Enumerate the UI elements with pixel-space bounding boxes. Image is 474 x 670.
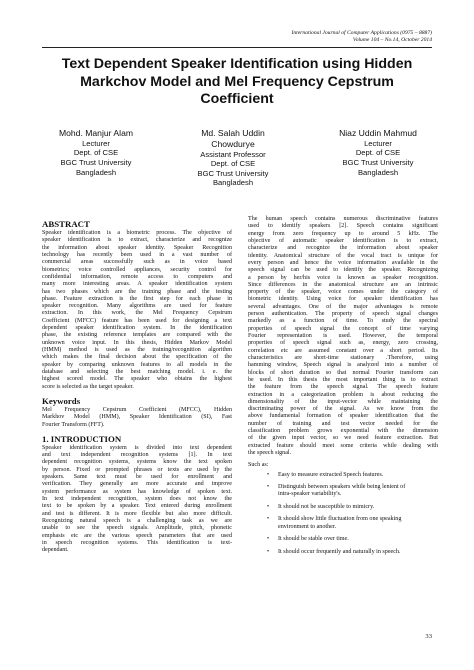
author-block (40, 128, 152, 177)
bullet-icon: • (267, 516, 270, 523)
criteria-text: environment to another. (278, 523, 337, 530)
introduction-line: Recognizing natural speech is a challenging task as we are (42, 517, 232, 524)
abstract-line: Speaker identification is a biometric process. The objective of (42, 230, 232, 236)
paper-title (42, 56, 432, 109)
abstract-line: speaker by comparing unknown features to all models in the (42, 361, 232, 368)
abstract-heading: ABSTRACT (42, 219, 90, 229)
author-name: Mohd. Manjur Alam (58, 128, 134, 138)
abstract-line: extraction. In this work, the Mel Frequency Cepstrum (42, 310, 232, 317)
introduction-line: speakers. Same text must be used for enrollment and (42, 474, 232, 481)
introduction-line: Speaker identification system is divided into text dependent (42, 444, 232, 451)
body-line: characteristics are short-time stationary .Therefore, using (248, 354, 438, 361)
keywords-line: Mel Frequency Cepstrum Coefficient (MFCC), Hidden (42, 406, 232, 413)
introduction-line: and text independent recognition systems [1]. In text (42, 452, 232, 459)
body-line: properties of speech signal the concept of time varying (248, 325, 438, 332)
introduction-line: In text independent recognition, system does not know the (42, 496, 232, 502)
author-org: BGC Trust University (197, 168, 269, 178)
author-name: Md. Salah Uddin (201, 128, 265, 138)
author-org: BGC Trust University (342, 157, 414, 167)
criteria-text: Distinguish between speakers while being lenient of (278, 484, 406, 491)
abstract-line: speaker identification is to extract, characterize and recognize (42, 237, 232, 244)
author-block (322, 128, 434, 177)
abstract-line: phase, the existing reference templates are compared with the (42, 332, 232, 339)
introduction-line: text to be spoken by a speaker. Text entered during enrollment (42, 503, 232, 510)
body-line: biometric identity. Using voice for speaker identification has (248, 296, 438, 303)
abstract-line: technology has recently been used in a vast number of (42, 251, 232, 258)
journal-header (291, 30, 432, 44)
body-line: correlation etc are assumed constant over a short period. Its (248, 347, 438, 354)
keywords-heading: Keywords (42, 395, 81, 406)
author-dept: Dept. of CSE (355, 148, 401, 158)
abstract-line: confidential information, remote access to computers and (42, 273, 232, 280)
body-line: extracted feature should meet some criteria while dealing with (248, 442, 438, 449)
body-line: properties of speech signal such as, energy, zero crossing, (248, 340, 438, 347)
body-line: every person and hence the voice information available in the (248, 259, 438, 266)
body-line: speech signal can be used to identify the speaker. Recognizing (248, 267, 438, 274)
body-line: blocks of short duration so that normal Fourier transform can (248, 369, 438, 376)
keywords-line: Markhov Model (HMM), Speaker Identification (SI), Fast (42, 414, 232, 421)
criteria-item (248, 484, 438, 499)
body-line: the speech signal. (248, 450, 292, 456)
abstract-line: (HMM) method is used as the training/recognition algorithm (42, 347, 232, 353)
criteria-text: It should occur frequently and naturally in speech. (278, 548, 401, 555)
body-line: a person by her/his voice is known as speaker recognition. (248, 274, 438, 281)
body-line: The human speech contains numerous discriminative features (248, 216, 438, 222)
author-dept: Dept. of CSE (73, 148, 119, 158)
body-line: hamming window, Speech signal is analyzed into a number of (248, 362, 438, 369)
criteria-text: It should not be susceptible to mimicry. (278, 503, 375, 510)
body-line: extraction in a categorization problem is about reducing the (248, 391, 438, 398)
body-line: markedly as a function of time. To study the spectral (248, 318, 438, 325)
abstract-line: score is selected as the target speaker. (42, 383, 134, 390)
abstract-line: which makes the final decision about the specification of the (42, 354, 232, 361)
title-line: Markchov Model and Mel Frequency Cepstrum (80, 73, 394, 90)
criteria-item (248, 516, 438, 531)
such-as-label: Such as: (248, 462, 269, 469)
criteria-item (248, 536, 438, 543)
criteria-text: It should show little fluctuation from one speaking (278, 516, 402, 523)
author-role: Lecturer (82, 138, 110, 148)
criteria-text: Easy to measure extracted Speech features. (278, 471, 384, 478)
author-role: Assistant Professor (200, 149, 266, 159)
introduction-line: verification. They generally are more accurate and improve (42, 481, 232, 488)
body-line: Since differences in the anatomical structure are an intrinsic (248, 281, 438, 288)
bullet-icon: • (267, 503, 270, 510)
body-line: identity. Anatomical structure of the vocal tract is unique for (248, 252, 438, 259)
introduction-line: unable to see the speech signals. Amplitude, pitch, phonetic (42, 525, 232, 532)
author-role: Lecturer (364, 138, 392, 148)
abstract-line: database and selecting the best matching model. i. e. the (42, 368, 232, 375)
author-block (177, 128, 289, 188)
author-country: Bangladesh (212, 178, 254, 188)
author-country: Bangladesh (75, 167, 117, 177)
body-line: property of the speaker, voice comes under the category of (248, 289, 438, 296)
body-line: energy from zero frequency up to around 5 kHz. The (248, 230, 438, 237)
abstract-body (42, 230, 232, 391)
abstract-line: many more interesting areas. A speaker identification system (42, 281, 232, 288)
abstract-line: Coefficient (MFCC) feature has been used for designing a text (42, 317, 232, 324)
body-line: dimensionality of the input-vector while maintaining the (248, 398, 438, 405)
body-line: the feature from the speech signal. The speech feature (248, 384, 438, 391)
criteria-item (248, 549, 438, 556)
right-column-body (248, 216, 438, 457)
body-line: be used. In this thesis the most important thing is to extract (248, 376, 438, 383)
bullet-icon: • (267, 471, 270, 478)
body-line: several advantages. One of the major advantages is remote (248, 303, 438, 310)
body-line: discriminating power of the signal. As we know from the (248, 406, 438, 413)
left-column (42, 219, 232, 555)
bullet-icon: • (267, 536, 270, 543)
title-line: Coefficient (200, 91, 274, 107)
introduction-line: emphasis etc are the various speech parameters that are used (42, 532, 232, 539)
abstract-line: has two phases which are the training phase and the testing (42, 288, 232, 295)
abstract-line: the information about speaker identity. Speaker Recognition (42, 244, 232, 251)
introduction-line: in speech recognition systems. This identification is text- (42, 539, 232, 546)
bullet-icon: • (267, 484, 270, 491)
introduction-line: by person. Fixed or prompted phrases or texts are used by the (42, 466, 232, 473)
introduction-heading: 1. INTRODUCTION (42, 433, 122, 444)
bullet-icon: • (267, 548, 270, 555)
abstract-line: biometrics; voice controlled appliances, security control for (42, 266, 232, 273)
body-line: used to identify speakers [2]. Speech contains significant (248, 223, 438, 230)
body-line: of the given input vector, so we need feature extraction. But (248, 435, 438, 442)
author-name: Niaz Uddin Mahmud (339, 128, 417, 138)
author-country: Bangladesh (357, 167, 399, 177)
body-line: characterize and recognize the information about speaker (248, 245, 438, 252)
criteria-list (248, 472, 438, 556)
introduction-line: dependent recognition systems, systems know the text spoken (42, 459, 232, 466)
author-org: BGC Trust University (60, 157, 132, 167)
body-line: person authentication. The property of speech signal changes (248, 311, 438, 318)
abstract-line: phase. Feature extraction is the first step for each phase in (42, 295, 232, 302)
criteria-item (248, 504, 438, 511)
body-line: classification problem grows exponential with the dimension (248, 428, 438, 435)
journal-volume: Volume 104 – No.14, October 2014 (352, 37, 432, 43)
body-line: above fundamental formation of speaker identification that the (248, 413, 438, 420)
body-line: objective of automatic speaker identification is to extract, (248, 237, 438, 244)
right-column (248, 216, 438, 561)
criteria-item (248, 472, 438, 479)
abstract-line: unknown voice input. In this thesis, Hidden Markov Model (42, 339, 232, 346)
abstract-line: speaker recognition. Many algorithms are used for feature (42, 303, 232, 310)
introduction-line: dependant. (42, 547, 69, 554)
criteria-text: It should be stable over time. (278, 536, 349, 543)
introduction-line: system performance as system has knowledge of spoken text. (42, 488, 232, 495)
keywords-body (42, 407, 232, 429)
body-line: number of training and test vector needed for the (248, 420, 438, 427)
page-number: 33 (425, 633, 432, 640)
abstract-line: dependent speaker identification system. In the identification (42, 325, 232, 332)
introduction-body (42, 445, 232, 555)
abstract-line: commercial areas successfully such as in voice based (42, 259, 232, 266)
body-line: Fourier representation is used. However, the temporal (248, 333, 438, 339)
journal-name: International Journal of Computer Applications (0975 – 8887) (291, 30, 432, 36)
criteria-text: intra-speaker variability's. (278, 491, 342, 498)
introduction-line: and test is different. It is more flexible but also more difficult. (42, 510, 232, 517)
header-rule (42, 47, 432, 48)
abstract-line: highest scored model. The speaker who obtains the highest (42, 376, 232, 383)
keywords-line: Fourier Transform (FFT). (42, 421, 105, 428)
author-dept: Dept. of CSE (210, 159, 256, 169)
title-line: Text Dependent Speaker Identification using Hidden (61, 56, 413, 72)
author-name: Chowdurye (211, 138, 255, 149)
